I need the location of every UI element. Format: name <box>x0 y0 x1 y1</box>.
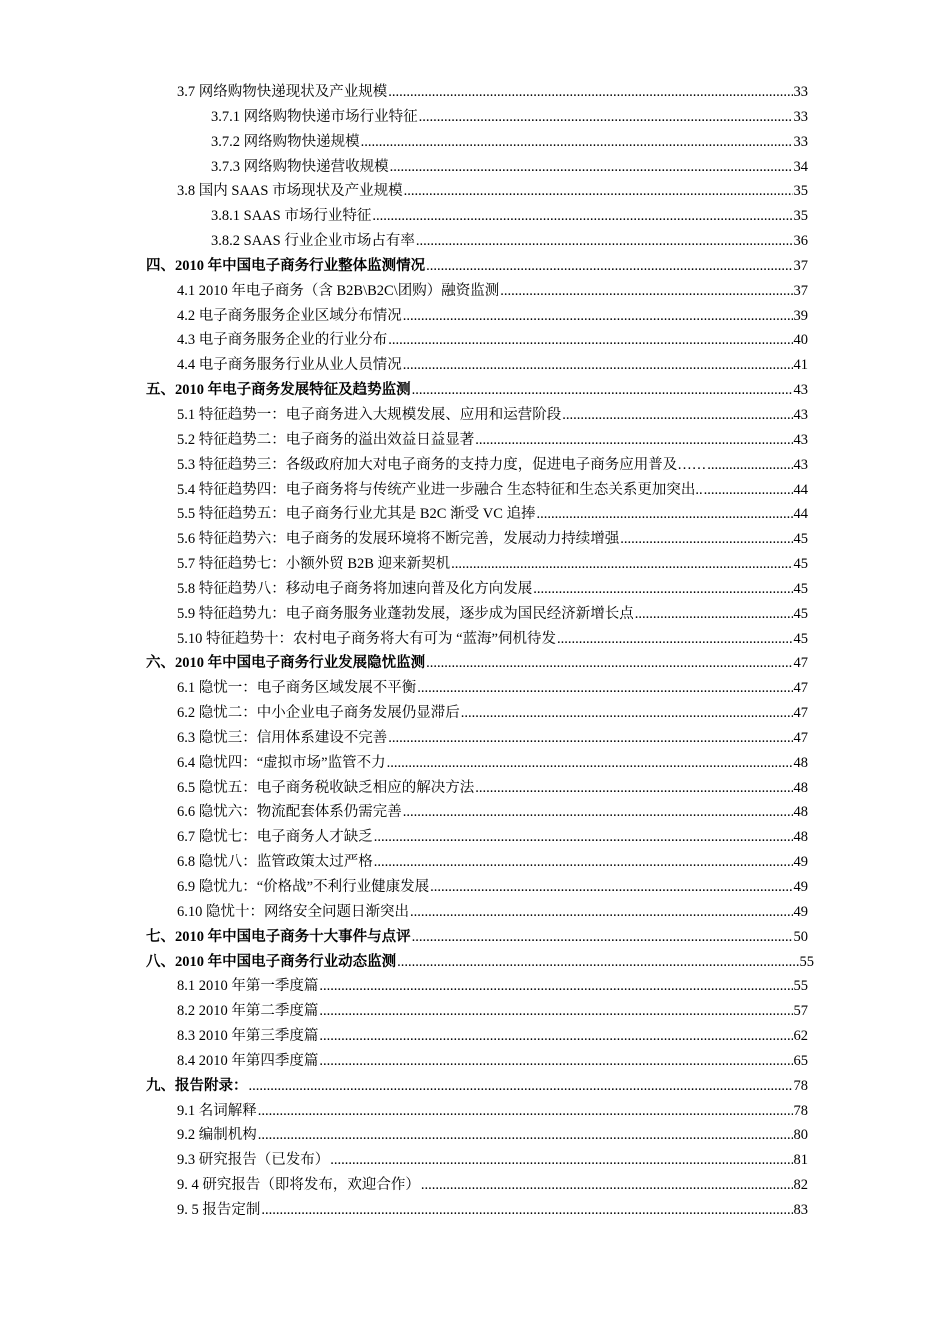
toc-entry[interactable] <box>146 478 808 503</box>
toc-entry-title: 5.9 特征趋势九：电子商务服务业蓬勃发展，逐步成为国民经济新增长点 <box>177 605 634 622</box>
toc-dot-leader <box>258 1123 793 1148</box>
toc-entry-title: 9. 5 报告定制 <box>177 1201 261 1218</box>
toc-dot-leader <box>557 627 793 652</box>
toc-page-number: 45 <box>793 580 808 597</box>
toc-dot-leader <box>388 328 792 353</box>
toc-entry[interactable] <box>146 800 808 825</box>
toc-entry-title: 5.5 特征趋势五：电子商务行业尤其是 B2C 渐受 VC 追捧 <box>177 506 536 523</box>
toc-page-number: 47 <box>793 655 808 672</box>
toc-page-number: 34 <box>793 158 808 175</box>
toc-dot-leader <box>319 974 792 999</box>
toc-entry-title: 8.3 2010 年第三季度篇 <box>177 1028 319 1045</box>
toc-page-number: 37 <box>793 282 808 299</box>
toc-entry-title: 6.1 隐忧一：电子商务区域发展不平衡 <box>177 680 417 697</box>
toc-entry[interactable] <box>146 130 808 155</box>
toc-entry-title: 6.2 隐忧二：中小企业电子商务发展仍显滞后 <box>177 705 460 722</box>
toc-entry[interactable] <box>146 701 808 726</box>
toc-dot-leader <box>388 726 792 751</box>
toc-dot-leader <box>417 676 792 701</box>
toc-page-number: 48 <box>793 829 808 846</box>
toc-entry[interactable] <box>146 751 808 776</box>
toc-entry[interactable] <box>146 304 808 329</box>
table-of-contents <box>146 80 814 1223</box>
toc-entry-title: 6.6 隐忧六：物流配套体系仍需完善 <box>177 804 402 821</box>
toc-entry[interactable] <box>146 999 808 1024</box>
toc-page-number: 78 <box>793 1102 808 1119</box>
toc-entry[interactable] <box>146 328 808 353</box>
toc-dot-leader <box>475 428 792 453</box>
toc-page-number: 43 <box>793 382 808 399</box>
toc-page-number: 57 <box>793 1003 808 1020</box>
toc-page-number: 45 <box>793 531 808 548</box>
toc-entry-title: 五、2010 年电子商务发展特征及趋势监测 <box>146 382 411 399</box>
toc-dot-leader <box>562 403 792 428</box>
toc-entry-title: 4.1 2010 年电子商务（含 B2B\B2C\团购）融资监测 <box>177 282 500 299</box>
toc-page-number: 48 <box>793 754 808 771</box>
toc-page-number: 78 <box>793 1077 808 1094</box>
toc-entry[interactable] <box>146 204 808 229</box>
toc-page-number: 45 <box>793 630 808 647</box>
toc-dot-leader <box>426 651 792 676</box>
toc-entry-title: 3.8 国内 SAAS 市场现状及产业规模 <box>177 183 403 200</box>
toc-page-number: 62 <box>793 1028 808 1045</box>
toc-entry[interactable] <box>146 776 808 801</box>
toc-page-number: 82 <box>793 1177 808 1194</box>
toc-dot-leader <box>249 1074 793 1099</box>
toc-entry[interactable] <box>146 1024 808 1049</box>
toc-page-number: 39 <box>793 307 808 324</box>
toc-page-number: 80 <box>793 1127 808 1144</box>
toc-page-number: 65 <box>793 1052 808 1069</box>
toc-entry-title: 5.10 特征趋势十：农村电子商务将大有可为 “蓝海”伺机待发 <box>177 630 556 647</box>
toc-entry-title: 4.2 电子商务服务企业区域分布情况 <box>177 307 402 324</box>
toc-dot-leader <box>707 453 792 478</box>
toc-dot-leader <box>387 751 793 776</box>
toc-entry-title: 3.7 网络购物快递现状及产业规模 <box>177 84 388 100</box>
toc-entry-title: 5.4 特征趋势四：电子商务将与传统产业进一步融合 生态特征和生态关系更加突出.. <box>177 481 703 498</box>
toc-entry[interactable] <box>146 676 808 701</box>
toc-entry[interactable] <box>146 726 808 751</box>
toc-dot-leader <box>361 130 793 155</box>
toc-dot-leader <box>404 179 793 204</box>
toc-entry-title: 3.7.3 网络购物快递营收规模 <box>211 158 389 175</box>
toc-dot-leader <box>416 229 793 254</box>
toc-entry[interactable] <box>146 577 808 602</box>
toc-entry[interactable] <box>146 1099 808 1124</box>
toc-entry[interactable] <box>146 403 808 428</box>
toc-entry[interactable] <box>146 1123 808 1148</box>
toc-entry[interactable] <box>146 155 808 180</box>
toc-entry-title: 5.3 特征趋势三：各级政府加大对电子商务的支持力度，促进电子商务应用普及…… <box>177 456 707 473</box>
toc-entry[interactable] <box>146 1074 808 1099</box>
toc-entry-title: 8.1 2010 年第一季度篇 <box>177 978 319 995</box>
toc-dot-leader <box>258 1099 793 1124</box>
toc-entry-title: 6.3 隐忧三：信用体系建设不完善 <box>177 729 388 746</box>
toc-page-number: 49 <box>793 854 808 871</box>
toc-entry[interactable] <box>146 1049 808 1074</box>
toc-entry[interactable] <box>146 254 808 279</box>
toc-entry-title: 5.7 特征趋势七：小额外贸 B2B 迎来新契机 <box>177 556 451 573</box>
toc-page-number: 83 <box>793 1201 808 1218</box>
toc-entry-title: 3.7.2 网络购物快递规模 <box>211 133 360 150</box>
toc-entry-title: 6.5 隐忧五：电子商务税收缺乏相应的解决方法 <box>177 779 475 796</box>
toc-entry[interactable] <box>146 552 808 577</box>
toc-entry[interactable] <box>146 229 808 254</box>
toc-entry-title: 3.8.2 SAAS 行业企业市场占有率 <box>211 233 415 250</box>
toc-dot-leader <box>374 850 793 875</box>
toc-page-number: 49 <box>793 903 808 920</box>
toc-entry[interactable] <box>146 1173 808 1198</box>
toc-page-number: 47 <box>793 705 808 722</box>
toc-entry[interactable] <box>146 502 808 527</box>
toc-entry-title: 5.8 特征趋势八：移动电子商务将加速向普及化方向发展 <box>177 580 533 597</box>
toc-page-number: 35 <box>793 183 808 200</box>
toc-dot-leader <box>536 502 792 527</box>
toc-entry[interactable] <box>146 428 808 453</box>
toc-page-number: 44 <box>793 481 808 498</box>
toc-entry[interactable] <box>146 179 808 204</box>
toc-dot-leader <box>330 1148 792 1173</box>
toc-entry-title: 四、2010 年中国电子商务行业整体监测情况 <box>146 257 426 274</box>
toc-page-number: 36 <box>793 233 808 250</box>
toc-entry[interactable] <box>146 925 808 950</box>
toc-entry-title: 9.1 名词解释 <box>177 1102 257 1119</box>
toc-page-number: 48 <box>793 779 808 796</box>
toc-entry[interactable] <box>146 875 808 900</box>
toc-entry-title: 4.4 电子商务服务行业从业人员情况 <box>177 357 402 374</box>
toc-entry-title: 5.1 特征趋势一：电子商务进入大规模发展、应用和运营阶段 <box>177 406 562 423</box>
toc-dot-leader <box>372 204 792 229</box>
toc-entry[interactable] <box>146 825 808 850</box>
toc-page-number: 49 <box>793 879 808 895</box>
toc-page-number: 55 <box>793 978 808 995</box>
toc-entry-title: 9. 4 研究报告（即将发布，欢迎合作） <box>177 1177 420 1194</box>
toc-dot-leader <box>451 552 792 577</box>
toc-page-number: 41 <box>793 357 808 374</box>
toc-entry-title: 七、2010 年中国电子商务十大事件与点评 <box>146 928 411 945</box>
toc-entry[interactable] <box>146 950 814 975</box>
toc-entry[interactable] <box>146 378 808 403</box>
toc-entry[interactable] <box>146 850 808 875</box>
toc-page-number: 44 <box>793 506 808 523</box>
toc-entry[interactable] <box>146 602 808 627</box>
toc-page-number: 55 <box>799 953 814 970</box>
toc-page-number: 33 <box>793 133 808 150</box>
toc-page-number: 33 <box>793 84 808 100</box>
toc-dot-leader <box>412 378 793 403</box>
toc-entry-title: 6.9 隐忧九：“价格战”不利行业健康发展 <box>177 879 430 895</box>
toc-dot-leader <box>635 602 793 627</box>
toc-entry[interactable] <box>146 1148 808 1173</box>
toc-dot-leader <box>403 304 793 329</box>
toc-entry-title: 3.7.1 网络购物快递市场行业特征 <box>211 108 418 125</box>
toc-entry-title: 6.10 隐忧十：网络安全问题日渐突出 <box>177 903 409 920</box>
toc-entry-title: 8.2 2010 年第二季度篇 <box>177 1003 319 1020</box>
toc-page-number: 45 <box>793 556 808 573</box>
toc-dot-leader <box>620 527 792 552</box>
toc-entry-title: 9.2 编制机构 <box>177 1127 257 1144</box>
toc-dot-leader <box>397 950 798 975</box>
toc-entry[interactable] <box>146 974 808 999</box>
toc-entry-title: 6.4 隐忧四：“虚拟市场”监管不力 <box>177 754 386 771</box>
toc-entry[interactable] <box>146 353 808 378</box>
toc-page-number: 48 <box>793 804 808 821</box>
toc-dot-leader <box>412 925 793 950</box>
toc-entry[interactable] <box>146 1198 808 1223</box>
toc-dot-leader <box>475 776 792 801</box>
toc-dot-leader <box>261 1198 792 1223</box>
toc-page-number: 47 <box>793 729 808 746</box>
toc-entry[interactable] <box>146 105 808 130</box>
toc-page-number: 81 <box>793 1152 808 1169</box>
toc-dot-leader <box>319 999 792 1024</box>
toc-entry-title: 5.6 特征趋势六：电子商务的发展环境将不断完善，发展动力持续增强 <box>177 531 620 548</box>
toc-dot-leader <box>374 825 793 850</box>
toc-entry-title: 6.8 隐忧八：监管政策太过严格 <box>177 854 373 871</box>
toc-dot-leader <box>403 800 793 825</box>
toc-page-number: 40 <box>793 332 808 349</box>
toc-dot-leader <box>410 900 793 925</box>
toc-dot-leader <box>388 80 792 105</box>
toc-dot-leader <box>426 254 792 279</box>
toc-page-number: 50 <box>793 928 808 945</box>
toc-dot-leader <box>461 701 793 726</box>
toc-dot-leader <box>704 478 793 503</box>
toc-dot-leader <box>421 1173 793 1198</box>
toc-page-number: 33 <box>793 108 808 125</box>
toc-entry-title: 8.4 2010 年第四季度篇 <box>177 1052 319 1069</box>
toc-page-number: 43 <box>793 456 808 473</box>
toc-entry[interactable] <box>146 279 808 304</box>
toc-dot-leader <box>430 875 792 900</box>
toc-page-number: 35 <box>793 208 808 225</box>
toc-entry[interactable] <box>146 651 808 676</box>
toc-dot-leader <box>500 279 792 304</box>
toc-dot-leader <box>419 105 793 130</box>
toc-page-number: 43 <box>793 431 808 448</box>
toc-entry[interactable] <box>146 453 808 478</box>
toc-entry-title: 八、2010 年中国电子商务行业动态监测 <box>146 953 397 970</box>
toc-page-number: 45 <box>793 605 808 622</box>
toc-entry-title: 六、2010 年中国电子商务行业发展隐忧监测 <box>146 655 426 672</box>
toc-entry[interactable] <box>146 80 808 105</box>
toc-page-number: 47 <box>793 680 808 697</box>
toc-entry[interactable] <box>146 527 808 552</box>
toc-page-number: 43 <box>793 406 808 423</box>
toc-entry[interactable] <box>146 900 808 925</box>
toc-dot-leader <box>390 155 793 180</box>
toc-dot-leader <box>403 353 793 378</box>
toc-entry-title: 5.2 特征趋势二：电子商务的溢出效益日益显著 <box>177 431 475 448</box>
toc-page-number: 37 <box>793 257 808 274</box>
toc-entry-title: 4.3 电子商务服务企业的行业分布 <box>177 332 388 349</box>
toc-dot-leader <box>319 1024 792 1049</box>
toc-entry[interactable] <box>146 627 808 652</box>
toc-entry-title: 3.8.1 SAAS 市场行业特征 <box>211 208 372 225</box>
toc-dot-leader <box>533 577 792 602</box>
toc-entry-title: 6.7 隐忧七：电子商务人才缺乏 <box>177 829 373 846</box>
toc-entry-title: 9.3 研究报告（已发布） <box>177 1152 330 1169</box>
toc-entry-title: 九、报告附录： <box>146 1077 248 1094</box>
toc-dot-leader <box>319 1049 792 1074</box>
